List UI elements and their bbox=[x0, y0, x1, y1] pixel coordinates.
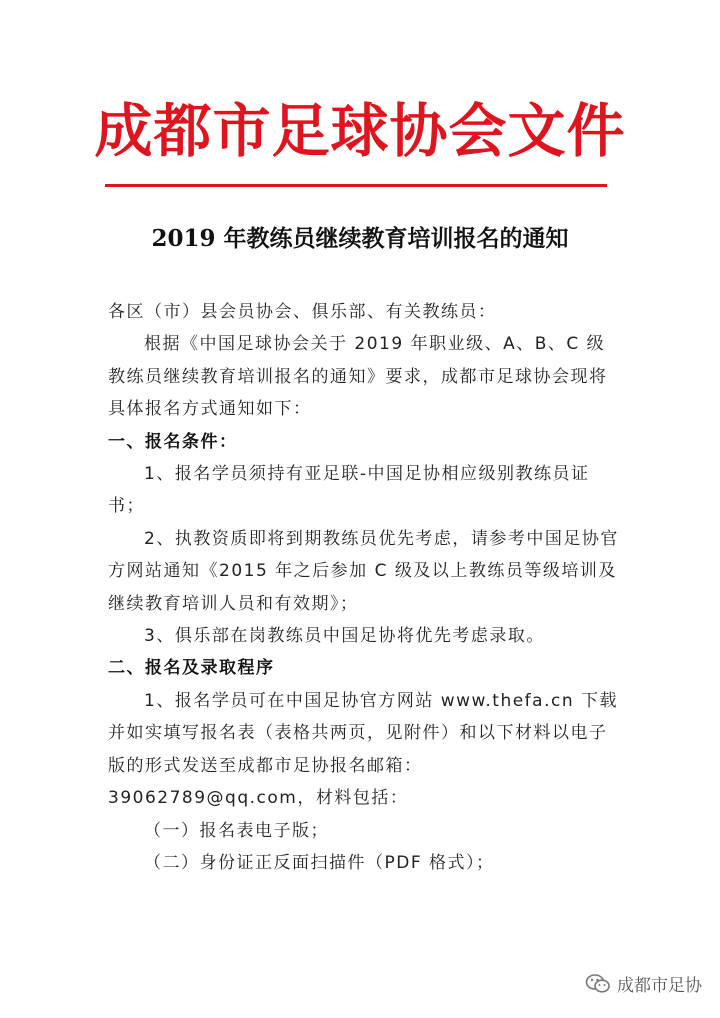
material-item: （一）报名表电子版； bbox=[144, 820, 329, 841]
red-divider-line bbox=[105, 184, 607, 187]
notice-title: 2019 年教练员继续教育培训报名的通知 bbox=[151, 225, 569, 252]
salutation: 各区（市）县会员协会、俱乐部、有关教练员： bbox=[108, 302, 497, 322]
condition-item: 3、俱乐部在岗教练员中国足协将优先考虑录取。 bbox=[144, 626, 545, 647]
intro-paragraph: 根据《中国足球协会关于 2019 年职业级、A、B、C 级教练员继续教育培训报名的通知》要求，成都市足球协会现将具体报名方式通知如下： bbox=[108, 334, 608, 420]
condition-item: 2、执教资质即将到期教练员优先考虑，请参考中国足协官方网站通知《2015 年之后参加 C 级及以上教练员等级培训及继续教育培训人员和有效期》； bbox=[108, 528, 619, 614]
document-body bbox=[108, 296, 620, 879]
watermark-label: 成都市足协 bbox=[617, 976, 702, 996]
wechat-icon bbox=[585, 973, 611, 995]
material-item: （二）身份证正反面扫描件（PDF 格式）； bbox=[144, 852, 495, 873]
section-heading-conditions: 一、报名条件： bbox=[108, 431, 238, 452]
procedure-item: 1、报名学员可在中国足协官方网站 www.thefa.cn 下载并如实填写报名表（表格共两页，见附件）和以下材料以电子版的形式发送至成都市足协报名邮箱：39062789@qq.com，材料包括： bbox=[108, 690, 619, 809]
condition-item: 1、报名学员须持有亚足联-中国足协相应级别教练员证书； bbox=[108, 464, 590, 517]
wechat-watermark bbox=[585, 971, 702, 996]
section-heading-procedure: 二、报名及录取程序 bbox=[108, 658, 275, 679]
document-header-title: 成都市足球协会文件 bbox=[94, 97, 626, 165]
